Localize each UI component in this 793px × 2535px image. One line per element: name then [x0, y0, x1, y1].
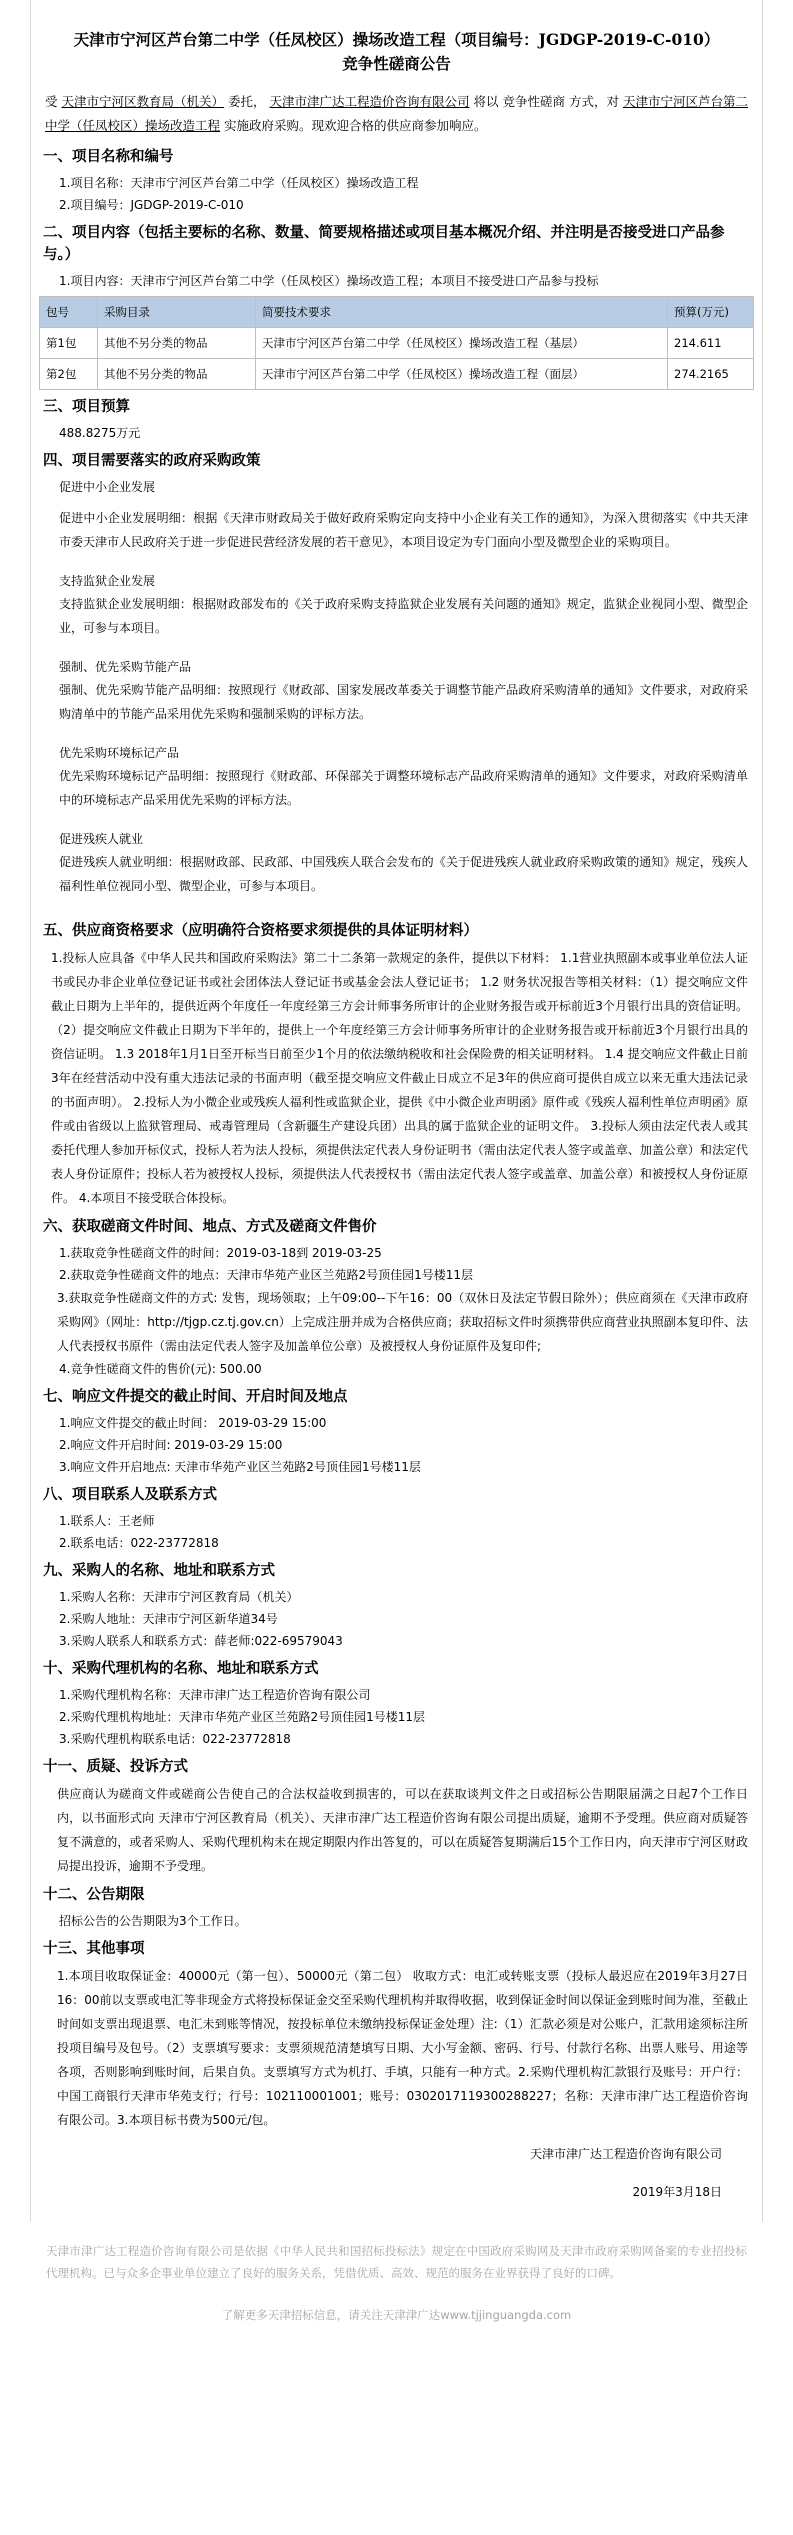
supplier-qualification-body: 1.投标人应具备《中华人民共和国政府采购法》第二十二条第一款规定的条件，提供以下材料： 1.1营业执照副本或事业单位法人证书或民办非企业单位登记证书或社会团体法人登记证书或基金会法人登记证书； 1.2 财务状况报告等相关材料：（1）提交响应文件截止日期为上半年的，提供近两个年度任一年度经第三方会计师事务所审计的企业财务报告或开标前近3个月银行出具的资信证明。（2）提交响应文件截止日期为下半年的，提供上一个年度经第三方会计师事务所审计的企业财务报告或开标前近3个月银行出具的资信证明。 1.3 2018年1月1日至开标当日前至少1个月的依法缴纳税收和社会保险费的相关证明材料。 1.4 提交响应文件截止日前3年在经营活动中没有重大违法记录的书面声明（截至提交响应文件截止日成立不足3年的供应商可提供自成立以来无重大违法记录的书面声明）。 2.投标人为小微企业或残疾人福利性或监狱企业，提供《中小微企业声明函》原件或《残疾人福利性单位声明函》原件或由省级以上监狱管理局、戒毒管理局（含新疆生产建设兵团）出具的属于监狱企业的证明文件。 3.投标人须由法定代表人或其委托代理人参加开标仪式，投标人若为法人投标，须提供法定代表人身份证明书（需由法定代表人签字或盖章、加盖公章）和法定代表人身份证原件；投标人若为被授权人投标，须提供法人代表授权书（需由法定代表人签字或盖章、加盖公章）和被授权人身份证原件。 4.本项目不接受联合体投标。: [51, 951, 748, 1205]
cell-budget: 214.611: [668, 328, 754, 359]
signature-company: 天津市津广达工程造价咨询有限公司: [529, 2147, 722, 2161]
cell-budget: 274.2165: [668, 359, 754, 390]
column-header-catalog: 采购目录: [98, 297, 256, 328]
intro-prefix: 受: [45, 94, 58, 109]
intro-paragraph: [31, 82, 762, 140]
buyer-contact-item: 3.采购人联系人和联系方式：薛老师:022-69579043: [59, 1634, 343, 1648]
column-header-budget: 预算(万元): [668, 297, 754, 328]
table-row: [40, 359, 754, 390]
policy-detail-prison: 支持监狱企业发展明细：根据财政部发布的《关于政府采购支持监狱企业发展有关问题的通知》规定，监狱企业视同小型、微型企业，可参与本项目。: [59, 597, 748, 635]
footer-promo: 了解更多天津招标信息，请关注天津津广达www.tjjinguangda.com: [221, 2308, 572, 2322]
agency-name-item: 1.采购代理机构名称：天津市津广达工程造价咨询有限公司: [59, 1688, 371, 1702]
section-heading-2: 二、项目内容（包括主要标的名称、数量、简要规格描述或项目基本概况介绍、并注明是否接受进口产品参与。）: [43, 224, 725, 263]
section-heading-5: 五、供应商资格要求（应明确符合资格要求须提供的具体证明材料）: [43, 922, 478, 939]
agency-name-link: 天津市津广达工程造价咨询有限公司: [269, 94, 470, 109]
cell-package-no: 第2包: [40, 359, 98, 390]
opening-time: 2.响应文件开启时间: 2019-03-29 15:00: [59, 1438, 283, 1452]
intro-mid-1: 委托，: [228, 94, 266, 109]
submission-deadline: 1.响应文件提交的截止时间： 2019-03-29 15:00: [59, 1416, 327, 1430]
package-table: [39, 296, 754, 390]
cell-catalog: 其他不另分类的物品: [98, 328, 256, 359]
intro-mid-3: 方式，对: [569, 94, 620, 109]
column-header-tech-requirement: 简要技术要求: [256, 297, 668, 328]
signature-date: 2019年3月18日: [632, 2185, 722, 2199]
section-heading-12: 十二、公告期限: [43, 1886, 145, 1903]
buyer-address-item: 2.采购人地址：天津市宁河区新华道34号: [59, 1612, 278, 1626]
cell-catalog: 其他不另分类的物品: [98, 359, 256, 390]
section-heading-4: 四、项目需要落实的政府采购政策: [43, 452, 261, 469]
policy-name-prison: 支持监狱企业发展: [59, 574, 156, 588]
footer-disclaimer: 天津市津广达工程造价咨询有限公司是依据《中华人民共和国招标投标法》规定在中国政府采购网及天津市政府采购网备案的专业招投标代理机构。已与众多企事业单位建立了良好的服务关系，凭借优质、高效、规范的服务在业界获得了良好的口碑。: [46, 2244, 747, 2280]
policy-detail-sme: 促进中小企业发展明细：根据《天津市财政局关于做好政府采购定向支持中小企业有关工作的通知》，为深入贯彻落实《中共天津市委天津市人民政府关于进一步促进民营经济发展的若干意见》，本项目设定为专门面向小型及微型企业的采购项目。: [59, 511, 748, 549]
intro-mid-2: 将以: [473, 94, 499, 109]
table-row: [40, 328, 754, 359]
policy-name-energy: 强制、优先采购节能产品: [59, 660, 192, 674]
project-content-line: 1.项目内容：天津市宁河区芦台第二中学（任凤校区）操场改造工程；本项目不接受进口产品参与投标: [59, 274, 599, 288]
section-heading-10: 十、采购代理机构的名称、地址和联系方式: [43, 1660, 319, 1677]
doc-price: 4.竞争性磋商文件的售价(元): 500.00: [59, 1362, 262, 1376]
notice-period-body: 招标公告的公告期限为3个工作日。: [59, 1914, 247, 1928]
section-heading-13: 十三、其他事项: [43, 1940, 145, 1957]
title-line-1: 天津市宁河区芦台第二中学（任凤校区）操场改造工程（项目编号：JGDGP-2019-C-010）: [73, 30, 720, 49]
section-heading-11: 十一、质疑、投诉方式: [43, 1758, 188, 1775]
column-header-package-no: 包号: [40, 297, 98, 328]
other-matters-body: 1.本项目收取保证金：40000元（第一包）、50000元（第二包） 收取方式：电汇或转账支票（投标人最迟应在2019年3月27日16：00前以支票或电汇等非现金方式将投标保证金交至采购代理机构并取得收据，收到保证金时间以保证金到账时间为准，至截止时间如支票出现退票、电汇未到账等情况，按投标单位未缴纳投标保证金处理）注:（1）汇款必须是对公账户，汇款用途须标注所投项目编号及包号。（2）支票填写要求：支票须规范清楚填写日期、大小写金额、密码、行号、付款行名称、出票人账号、用途等各项，否则影响到账时间，后果自负。支票填写方式为机打、手填，只能有一种方式。2.采购代理机构汇款银行及账号：开户行：中国工商银行天津市华苑支行；行号：102110001001；账号：0302017119300288227；名称：天津市津广达工程造价咨询有限公司。3.本项目标书费为500元/包。: [57, 1969, 748, 2127]
agency-phone-item: 3.采购代理机构联系电话：022-23772818: [59, 1732, 291, 1746]
policy-name-disabled: 促进残疾人就业: [59, 832, 144, 846]
policy-name-eco-label: 优先采购环境标记产品: [59, 746, 180, 760]
project-contact-person: 1.联系人：王老师: [59, 1514, 155, 1528]
document-frame: [30, 0, 763, 2222]
opening-place: 3.响应文件开启地点: 天津市华苑产业区兰苑路2号顶佳园1号楼11层: [59, 1460, 421, 1474]
intro-suffix: 实施政府采购。现欢迎合格的供应商参加响应。: [224, 118, 487, 133]
section-heading-1: 一、项目名称和编号: [43, 148, 174, 165]
section-heading-3: 三、项目预算: [43, 398, 130, 415]
policy-name-sme: 促进中小企业发展: [59, 480, 156, 494]
project-contact-phone: 2.联系电话：022-23772818: [59, 1536, 219, 1550]
policy-detail-disabled: 促进残疾人就业明细：根据财政部、民政部、中国残疾人联合会发布的《关于促进残疾人就业政府采购政策的通知》规定，残疾人福利性单位视同小型、微型企业，可参与本项目。: [59, 855, 748, 893]
section-heading-6: 六、获取磋商文件时间、地点、方式及磋商文件售价: [43, 1218, 377, 1235]
project-name-link: 天津市宁河区芦台第二中学（任凤校区）操场改造工程: [45, 94, 749, 133]
section-heading-7: 七、响应文件提交的截止时间、开启时间及地点: [43, 1388, 348, 1405]
cell-tech-requirement: 天津市宁河区芦台第二中学（任凤校区）操场改造工程（面层）: [256, 359, 668, 390]
table-header-row: [40, 297, 754, 328]
title-line-2: 竞争性磋商公告: [342, 54, 451, 73]
buyer-name-item: 1.采购人名称：天津市宁河区教育局（机关）: [59, 1590, 299, 1604]
doc-obtain-time: 1.获取竞争性磋商文件的时间：2019-03-18到 2019-03-25: [59, 1246, 382, 1260]
project-name-item: 1.项目名称：天津市宁河区芦台第二中学（任凤校区）操场改造工程: [59, 176, 419, 190]
section-heading-9: 九、采购人的名称、地址和联系方式: [43, 1562, 275, 1579]
cell-tech-requirement: 天津市宁河区芦台第二中学（任凤校区）操场改造工程（基层）: [256, 328, 668, 359]
project-number-item: 2.项目编号：JGDGP-2019-C-010: [59, 198, 244, 212]
buyer-name-link: 天津市宁河区教育局（机关）: [61, 94, 225, 109]
complaint-body: 供应商认为磋商文件或磋商公告使自己的合法权益收到损害的，可以在获取谈判文件之日或招标公告期限届满之日起7个工作日内，以书面形式向 天津市宁河区教育局（机关）、天津市津广达工程造价咨询有限公司提出质疑，逾期不予受理。供应商对质疑答复不满意的，或者采购人、采购代理机构未在规定期限内作出答复的，可以在质疑答复期满后15个工作日内，向天津市宁河区财政局提出投诉，逾期不予受理。: [57, 1787, 748, 1873]
doc-obtain-place: 2.获取竞争性磋商文件的地点：天津市华苑产业区兰苑路2号顶佳园1号楼11层: [59, 1268, 473, 1282]
cell-package-no: 第1包: [40, 328, 98, 359]
section-heading-8: 八、项目联系人及联系方式: [43, 1486, 217, 1503]
policy-detail-eco-label: 优先采购环境标记产品明细：按照现行《财政部、环保部关于调整环境标志产品政府采购清单的通知》文件要求，对政府采购清单中的环境标志产品采用优先采购的评标方法。: [59, 769, 748, 807]
agency-address-item: 2.采购代理机构地址：天津市华苑产业区兰苑路2号顶佳园1号楼11层: [59, 1710, 425, 1724]
page-title: [31, 0, 762, 82]
doc-obtain-method: 3.获取竞争性磋商文件的方式: 发售，现场领取；上午09:00--下午16：00（双休日及法定节假日除外）；供应商须在《天津市政府采购网》（网址：http://tjgp.cz.tj.gov.cn）上完成注册并成为合格供应商；获取招标文件时须携带供应商营业执照副本复印件、法人代表授权书原件（需由法定代表人签字及加盖单位公章）及被授权人身份证原件及复印件;: [57, 1291, 748, 1353]
procurement-method: 竞争性磋商: [502, 94, 566, 109]
total-budget-value: 488.8275万元: [59, 426, 141, 440]
policy-detail-energy: 强制、优先采购节能产品明细：按照现行《财政部、国家发展改革委关于调整节能产品政府采购清单的通知》文件要求，对政府采购清单中的节能产品采用优先采购和强制采购的评标方法。: [59, 683, 748, 721]
